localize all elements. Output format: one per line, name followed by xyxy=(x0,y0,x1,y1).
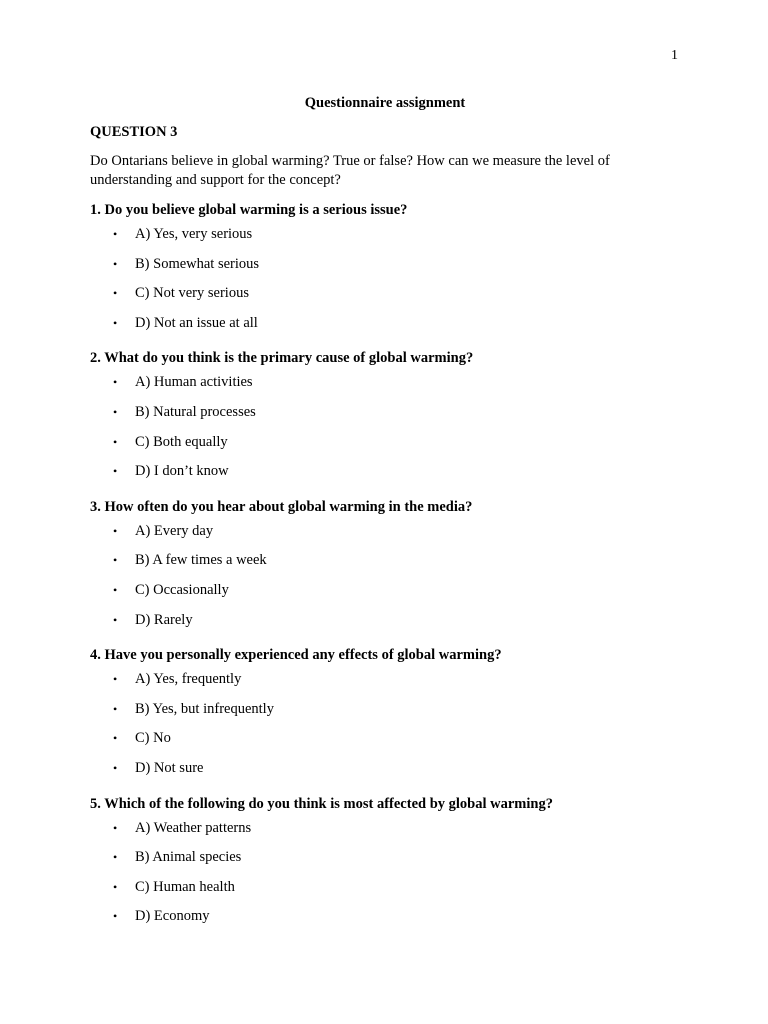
options-list xyxy=(90,368,680,486)
option-label: C) Not very serious xyxy=(135,285,249,302)
bullet-icon: • xyxy=(113,286,118,301)
page-number: 1 xyxy=(671,48,678,63)
list-item xyxy=(90,309,680,339)
list-item xyxy=(90,606,680,636)
question-text: 5. Which of the following do you think is most affected by global warming? xyxy=(90,795,553,812)
bullet-icon: • xyxy=(113,672,118,687)
list-item xyxy=(90,873,680,903)
section-heading: QUESTION 3 xyxy=(90,124,178,140)
option-label: C) Human health xyxy=(135,878,235,895)
bullet-icon: • xyxy=(113,375,118,390)
question-block xyxy=(90,200,680,338)
bullet-icon: • xyxy=(113,523,118,538)
list-item xyxy=(90,843,680,873)
list-item xyxy=(90,398,680,428)
option-label: A) Weather patterns xyxy=(135,819,252,836)
list-item xyxy=(90,250,680,280)
option-label: C) Both equally xyxy=(135,433,228,450)
bullet-icon: • xyxy=(113,731,118,746)
option-label: B) Natural processes xyxy=(135,403,256,420)
list-item xyxy=(90,368,680,398)
question-text: 1. Do you believe global warming is a serious issue? xyxy=(90,202,408,218)
bullet-icon: • xyxy=(113,879,118,894)
option-label: B) Yes, but infrequently xyxy=(135,700,274,717)
option-label: A) Human activities xyxy=(135,374,253,391)
list-item xyxy=(90,724,680,754)
bullet-icon: • xyxy=(113,612,118,627)
options-list xyxy=(90,665,680,783)
bullet-icon: • xyxy=(113,404,118,419)
option-label: C) No xyxy=(135,730,171,747)
bullet-icon: • xyxy=(113,553,118,568)
bullet-icon: • xyxy=(113,909,118,924)
list-item xyxy=(90,665,680,695)
option-label: A) Yes, frequently xyxy=(135,671,242,688)
option-label: B) Somewhat serious xyxy=(135,255,260,272)
intro-paragraph: Do Ontarians believe in global warming? True or false? How can we measure the level of understanding and support for the concept? xyxy=(90,153,610,188)
bullet-icon: • xyxy=(113,760,118,775)
list-item xyxy=(90,428,680,458)
question-text: 2. What do you think is the primary cause of global warming? xyxy=(90,350,474,367)
list-item xyxy=(90,902,680,932)
option-label: B) Animal species xyxy=(135,849,242,866)
bullet-icon: • xyxy=(113,256,118,271)
option-label: C) Occasionally xyxy=(135,581,229,598)
document-body xyxy=(90,93,680,932)
bullet-icon: • xyxy=(113,820,118,835)
question-block xyxy=(90,645,680,783)
question-text: 3. How often do you hear about global warming in the media? xyxy=(90,498,473,515)
option-label: D) Rarely xyxy=(135,611,193,628)
options-list xyxy=(90,220,680,338)
bullet-icon: • xyxy=(113,227,118,241)
bullet-icon: • xyxy=(113,315,118,330)
bullet-icon: • xyxy=(113,434,118,449)
list-item xyxy=(90,576,680,606)
bullet-icon: • xyxy=(113,850,118,865)
list-item xyxy=(90,695,680,725)
document-title: Questionnaire assignment xyxy=(304,95,466,111)
list-item xyxy=(90,279,680,309)
bullet-icon: • xyxy=(113,464,118,479)
list-item xyxy=(90,754,680,784)
list-item xyxy=(90,220,680,250)
option-label: A) Every day xyxy=(135,522,214,539)
bullet-icon: • xyxy=(113,701,118,716)
question-block xyxy=(90,497,680,635)
list-item xyxy=(90,457,680,487)
options-list xyxy=(90,517,680,635)
question-text: 4. Have you personally experienced any effects of global warming? xyxy=(90,647,502,664)
option-label: D) I don’t know xyxy=(135,463,229,480)
option-label: A) Yes, very serious xyxy=(135,226,253,242)
options-list xyxy=(90,814,680,932)
list-item xyxy=(90,517,680,547)
option-label: D) Economy xyxy=(135,908,210,925)
option-label: D) Not sure xyxy=(135,759,204,776)
list-item xyxy=(90,814,680,844)
list-item xyxy=(90,546,680,576)
question-block xyxy=(90,794,680,932)
question-block xyxy=(90,348,680,486)
option-label: D) Not an issue at all xyxy=(135,314,258,331)
option-label: B) A few times a week xyxy=(135,552,267,569)
bullet-icon: • xyxy=(113,582,118,597)
